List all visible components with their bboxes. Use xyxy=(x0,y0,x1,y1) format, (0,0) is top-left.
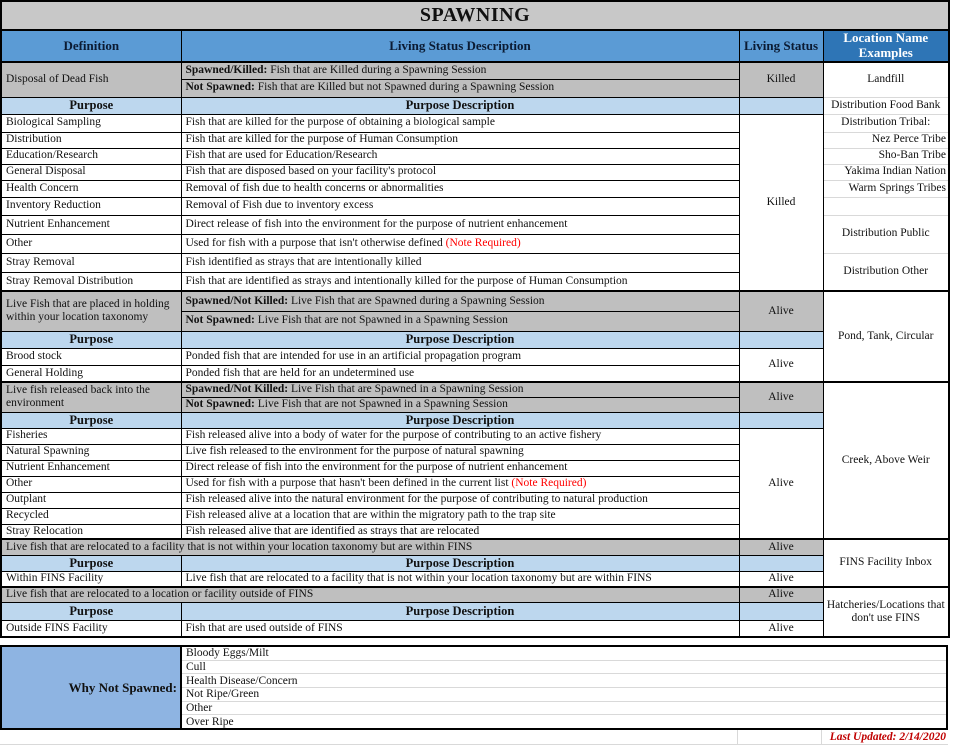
purpose-header-cell xyxy=(1,412,181,428)
cell-text: Purpose Description xyxy=(405,555,515,570)
column-header-living-status: Living Status xyxy=(739,30,823,62)
section-definition-cell xyxy=(1,539,739,555)
purpose-description-cell xyxy=(181,524,739,539)
cell-text: Natural Spawning xyxy=(6,445,90,458)
why-not-spawned-item: Cull xyxy=(182,661,946,675)
cell-text: Alive xyxy=(768,621,794,634)
cell-text: Fish identified as strays that are intentionally killed xyxy=(185,255,422,268)
cell-text: Live fish that are relocated to a location or facility outside of FINS xyxy=(6,588,314,601)
table-row xyxy=(1,620,949,637)
location-example-cell xyxy=(823,539,949,587)
table-row xyxy=(1,291,949,311)
table-row xyxy=(1,114,949,132)
purpose-cell xyxy=(1,215,181,234)
purpose-cell xyxy=(1,365,181,382)
purpose-cell xyxy=(1,620,181,637)
cell-text: Alive xyxy=(768,304,794,317)
cell-text: Nutrient Enhancement xyxy=(6,217,110,230)
table-gap xyxy=(0,638,953,645)
purpose-description-cell xyxy=(181,164,739,180)
purpose-header-cell xyxy=(739,412,823,428)
purpose-cell xyxy=(1,524,181,539)
living-status-cell xyxy=(739,587,823,602)
location-example-cell xyxy=(823,62,949,97)
cell-text: Purpose Description xyxy=(405,98,515,113)
living-status-description-cell xyxy=(181,397,739,412)
cell-text: Direct release of fish into the environment for the purpose of nutrient enhancement xyxy=(185,217,568,230)
table-row xyxy=(1,348,949,365)
purpose-description-cell xyxy=(181,428,739,444)
footer-last-updated-cell xyxy=(822,730,948,744)
location-example-cell xyxy=(823,382,949,539)
cell-text: Landfill xyxy=(867,73,905,86)
cell-text: Ponded fish that are held for an undetermined use xyxy=(185,366,415,379)
purpose-header-cell xyxy=(181,97,739,114)
cell-text: Alive xyxy=(768,572,794,585)
description-lead-text: Spawned/Not Killed: xyxy=(185,294,289,307)
cell-text: Fish that are killed for the purpose of obtaining a biological sample xyxy=(185,116,495,129)
living-status-cell xyxy=(739,348,823,382)
purpose-header-cell xyxy=(1,602,181,620)
page-title: SPAWNING xyxy=(1,1,949,30)
cell-text: Stray Removal xyxy=(6,255,75,268)
cell-text: Removal of fish due to health concerns or abnormalities xyxy=(185,181,444,194)
cell-text: Within FINS Facility xyxy=(6,572,104,585)
description-lead-text: Not Spawned: xyxy=(185,314,255,327)
footer-empty-cell xyxy=(738,730,822,744)
cell-text: Purpose Description xyxy=(405,603,515,618)
purpose-header-cell xyxy=(181,555,739,571)
cell-text: Killed xyxy=(766,73,796,86)
title-row xyxy=(1,1,949,30)
cell-text: Fish that are identified as strays and intentionally killed for the purpose of Human Consumption xyxy=(185,274,628,287)
why-not-spawned-item: Other xyxy=(182,702,946,716)
cell-text: Fish released alive at a location that are within the migratory path to the trap site xyxy=(185,509,556,522)
purpose-description-cell xyxy=(181,132,739,148)
purpose-description-cell xyxy=(181,492,739,508)
living-status-description-cell xyxy=(181,311,739,331)
purpose-description-cell xyxy=(181,148,739,164)
purpose-cell xyxy=(1,180,181,197)
purpose-description-cell xyxy=(181,114,739,132)
cell-text: Fish that are Killed but not Spawned during a Spawning Session xyxy=(254,81,555,94)
purpose-cell xyxy=(1,508,181,524)
cell-text: Distribution xyxy=(6,133,62,146)
location-example-cell xyxy=(823,587,949,637)
cell-text: Purpose xyxy=(69,98,114,113)
footer-row xyxy=(0,730,948,745)
cell-text: Alive xyxy=(768,540,794,553)
cell-text: Fish released alive that are identified as strays that are relocated xyxy=(185,524,480,537)
cell-text: Purpose xyxy=(69,555,114,570)
living-status-cell xyxy=(739,620,823,637)
purpose-cell xyxy=(1,114,181,132)
purpose-header-cell xyxy=(1,555,181,571)
cell-text: Distribution Tribal: xyxy=(841,116,931,129)
cell-text: Live Fish that are not Spawned in a Spawning Session xyxy=(254,397,508,410)
cell-text: Nez Perce Tribe xyxy=(871,133,946,146)
purpose-cell xyxy=(1,148,181,164)
table-row xyxy=(1,587,949,602)
cell-text: Health Concern xyxy=(6,181,79,194)
cell-text: Live fish released back into the environment xyxy=(6,384,151,410)
cell-text: Purpose xyxy=(69,332,114,347)
purpose-description-cell xyxy=(181,476,739,492)
cell-text: Sho-Ban Tribe xyxy=(878,149,946,162)
location-example-cell xyxy=(823,180,949,197)
cell-text: Pond, Tank, Circular xyxy=(838,329,934,342)
cell-text: Killed xyxy=(766,195,796,208)
cell-text: Hatcheries/Locations that don't use FINS xyxy=(826,598,945,624)
column-header-row xyxy=(1,30,949,62)
cell-text: Purpose xyxy=(69,412,114,427)
purpose-header-cell xyxy=(181,412,739,428)
purpose-cell xyxy=(1,234,181,253)
description-lead-text: Spawned/Killed: xyxy=(185,64,268,77)
column-header-living-status-description: Living Status Description xyxy=(181,30,739,62)
cell-text: Alive xyxy=(768,390,794,403)
purpose-description-cell xyxy=(181,234,739,253)
purpose-description-cell xyxy=(181,272,739,291)
living-status-description-cell xyxy=(181,62,739,79)
purpose-header-cell xyxy=(739,97,823,114)
cell-text: General Disposal xyxy=(6,165,86,178)
living-status-cell xyxy=(739,114,823,291)
cell-text: Live Fish that are not Spawned in a Spawning Session xyxy=(254,314,508,327)
cell-text: Other xyxy=(6,236,33,249)
cell-text: Yakima Indian Nation xyxy=(844,165,946,178)
description-lead-text: Spawned/Not Killed: xyxy=(185,383,289,396)
cell-text: Fish that are used outside of FINS xyxy=(185,621,343,634)
cell-text: Education/Research xyxy=(6,149,98,162)
location-example-cell xyxy=(823,253,949,291)
cell-text: Ponded fish that are intended for use in an artificial propagation program xyxy=(185,349,522,362)
cell-text: Live fish released to the environment for the purpose of natural spawning xyxy=(185,445,524,458)
cell-text: Biological Sampling xyxy=(6,116,101,129)
table-row xyxy=(1,97,949,114)
purpose-description-cell xyxy=(181,215,739,234)
cell-text: Used for fish with a purpose that isn't otherwise defined xyxy=(185,236,446,249)
purpose-header-cell xyxy=(1,97,181,114)
note-required-text: (Note Required) xyxy=(511,477,587,490)
purpose-description-cell xyxy=(181,348,739,365)
cell-text: Stray Relocation xyxy=(6,524,83,537)
purpose-description-cell xyxy=(181,180,739,197)
purpose-cell xyxy=(1,164,181,180)
cell-text: Disposal of Dead Fish xyxy=(6,73,109,86)
section-definition-cell xyxy=(1,382,181,412)
purpose-cell xyxy=(1,272,181,291)
table-row xyxy=(1,571,949,587)
purpose-description-cell xyxy=(181,508,739,524)
cell-text: Outside FINS Facility xyxy=(6,621,108,634)
cell-text: Fish that are disposed based on your facility's protocol xyxy=(185,165,437,178)
why-not-spawned-list xyxy=(182,647,946,728)
cell-text: Fisheries xyxy=(6,429,48,442)
cell-text: General Holding xyxy=(6,366,83,379)
cell-text: Distribution Other xyxy=(843,265,929,278)
cell-text: Purpose Description xyxy=(405,332,515,347)
purpose-header-cell xyxy=(181,602,739,620)
cell-text: Other xyxy=(6,477,33,490)
purpose-description-cell xyxy=(181,197,739,215)
cell-text: Live fish that are relocated to a facility that is not within your location taxonomy but are within FINS xyxy=(6,540,473,553)
location-example-cell xyxy=(823,215,949,253)
location-example-cell xyxy=(823,132,949,148)
cell-text: Live Fish that are Spawned in a Spawning Session xyxy=(288,383,524,396)
location-example-cell xyxy=(823,148,949,164)
cell-text: Brood stock xyxy=(6,349,62,362)
location-example-cell xyxy=(823,197,949,215)
cell-text: Alive xyxy=(768,588,794,601)
purpose-description-cell xyxy=(181,365,739,382)
cell-text: Inventory Reduction xyxy=(6,199,101,212)
purpose-description-cell xyxy=(181,253,739,272)
cell-text: Distribution Food Bank xyxy=(831,98,941,111)
purpose-cell xyxy=(1,444,181,460)
table-row xyxy=(1,602,949,620)
why-not-spawned-block xyxy=(0,645,948,730)
table-row xyxy=(1,331,949,348)
cell-text: Stray Removal Distribution xyxy=(6,274,134,287)
living-status-cell xyxy=(739,428,823,539)
cell-text: Used for fish with a purpose that hasn't been defined in the current list xyxy=(185,477,512,490)
cell-text: Fish that are Killed during a Spawning Session xyxy=(267,64,487,77)
cell-text: Alive xyxy=(768,358,794,371)
cell-text: Recycled xyxy=(6,509,49,522)
cell-text: Live Fish that are Spawned during a Spawning Session xyxy=(288,294,545,307)
purpose-description-cell xyxy=(181,460,739,476)
purpose-header-cell xyxy=(739,602,823,620)
purpose-header-cell xyxy=(181,331,739,348)
why-not-spawned-item: Health Disease/Concern xyxy=(182,674,946,688)
purpose-cell xyxy=(1,132,181,148)
cell-text: Fish released alive into the natural environment for the purpose of contributing to natural production xyxy=(185,493,648,506)
cell-text: Live fish that are relocated to a facility that is not within your location taxonomy but are within FINS xyxy=(185,572,652,585)
table-row xyxy=(1,539,949,555)
living-status-cell xyxy=(739,382,823,412)
location-example-cell xyxy=(823,164,949,180)
cell-text: Removal of Fish due to inventory excess xyxy=(185,199,374,212)
cell-text: Nutrient Enhancement xyxy=(6,461,110,474)
living-status-cell xyxy=(739,539,823,555)
footer-empty-cell xyxy=(0,730,738,744)
living-status-description-cell xyxy=(181,79,739,97)
cell-text: Alive xyxy=(768,476,794,489)
cell-text: Fish that are killed for the purpose of Human Consumption xyxy=(185,133,458,146)
why-not-spawned-label: Why Not Spawned: xyxy=(2,647,182,728)
table-row xyxy=(1,412,949,428)
location-example-cell xyxy=(823,291,949,382)
purpose-description-cell xyxy=(181,444,739,460)
purpose-cell xyxy=(1,492,181,508)
section-definition-cell xyxy=(1,291,181,331)
purpose-description-cell xyxy=(181,571,739,587)
section-definition-cell xyxy=(1,587,739,602)
cell-text: Fish released alive into a body of water for the purpose of contributing to an active fishery xyxy=(185,429,602,442)
living-status-cell xyxy=(739,571,823,587)
cell-text: Purpose xyxy=(69,603,114,618)
cell-text: Fish that are used for Education/Research xyxy=(185,149,378,162)
purpose-header-cell xyxy=(739,555,823,571)
purpose-header-cell xyxy=(1,331,181,348)
column-header-definition: Definition xyxy=(1,30,181,62)
purpose-cell xyxy=(1,253,181,272)
table-row xyxy=(1,555,949,571)
description-lead-text: Not Spawned: xyxy=(185,397,255,410)
note-required-text: (Note Required) xyxy=(445,236,521,249)
cell-text: Live Fish that are placed in holding within your location taxonomy xyxy=(6,298,170,324)
cell-text: Warm Springs Tribes xyxy=(848,181,946,194)
last-updated-text: Last Updated: 2/14/2020 xyxy=(829,731,946,743)
purpose-cell xyxy=(1,571,181,587)
purpose-cell xyxy=(1,476,181,492)
why-not-spawned-item: Over Ripe xyxy=(186,715,234,728)
cell-text: Outplant xyxy=(6,493,47,506)
cell-text: Purpose Description xyxy=(405,412,515,427)
table-row xyxy=(1,428,949,444)
purpose-cell xyxy=(1,460,181,476)
purpose-cell xyxy=(1,197,181,215)
why-not-spawned-item: Bloody Eggs/Milt xyxy=(182,647,946,661)
section-definition-cell xyxy=(1,62,181,97)
table-row xyxy=(1,62,949,79)
purpose-cell xyxy=(1,348,181,365)
cell-text: Creek, Above Weir xyxy=(841,453,930,466)
description-lead-text: Not Spawned: xyxy=(185,81,255,94)
purpose-header-cell xyxy=(739,331,823,348)
cell-text: Direct release of fish into the environment for the purpose of nutrient enhancement xyxy=(185,461,568,474)
living-status-cell xyxy=(739,291,823,331)
living-status-description-cell xyxy=(181,382,739,397)
column-header-location-name-examples: Location Name Examples xyxy=(823,30,949,62)
living-status-description-cell xyxy=(181,291,739,311)
living-status-cell xyxy=(739,62,823,97)
table-row xyxy=(1,382,949,397)
purpose-description-cell xyxy=(181,620,739,637)
location-example-cell xyxy=(823,97,949,114)
cell-text: Distribution Public xyxy=(841,227,930,240)
cell-text: FINS Facility Inbox xyxy=(839,556,933,569)
purpose-cell xyxy=(1,428,181,444)
why-not-spawned-item: Not Ripe/Green xyxy=(182,688,946,702)
location-example-cell xyxy=(823,114,949,132)
